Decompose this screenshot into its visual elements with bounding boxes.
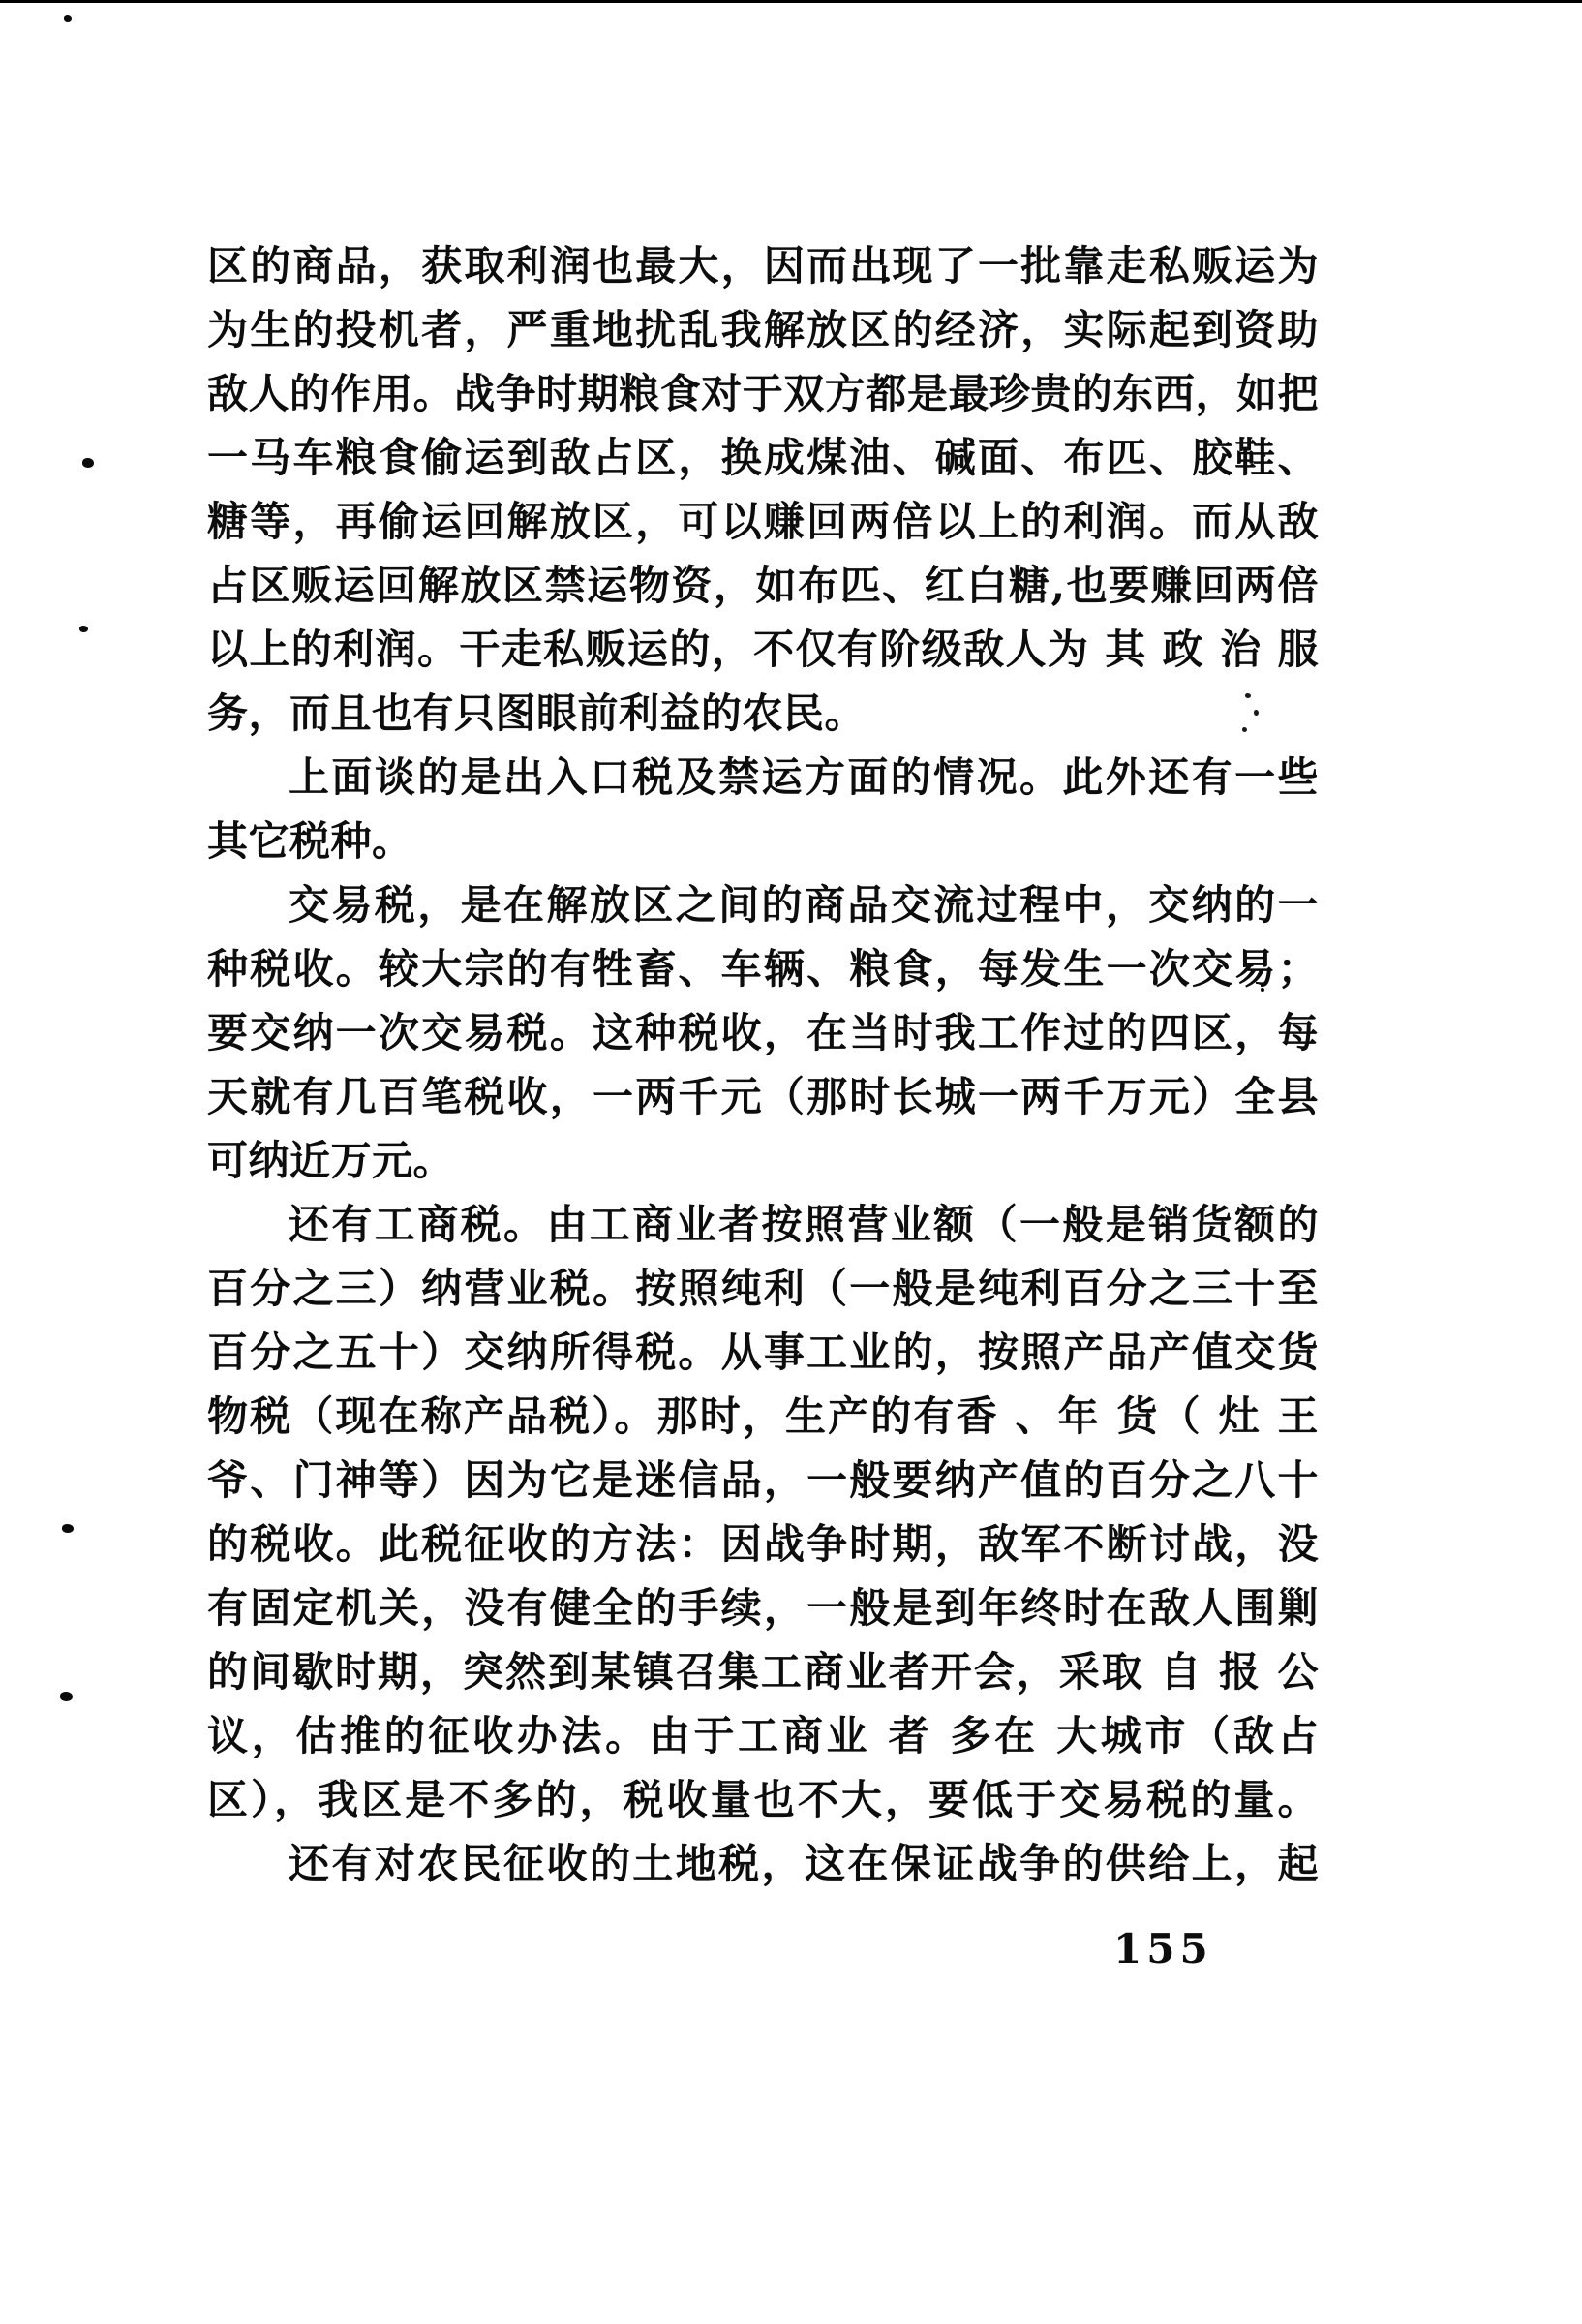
text-line: 交易税，是在解放区之间的商品交流过程中，交纳的一 xyxy=(289,881,1319,929)
text-line: 其它税种。 xyxy=(207,817,413,865)
text-line: 百分之三）纳营业税。按照纯利（一般是纯利百分之三十至 xyxy=(207,1265,1319,1312)
scan-speck xyxy=(79,626,88,632)
page-number: 155 xyxy=(1113,1925,1213,1972)
text-line: 百分之五十）交纳所得税。从事工业的，按照产品产值交货 xyxy=(207,1329,1319,1376)
text-line: 的间歇时期，突然到某镇召集工商业者开会，采取 自 报 公 xyxy=(207,1648,1319,1696)
text-line: 上面谈的是出入口税及禁运方面的情况。此外还有一些 xyxy=(289,753,1319,801)
text-line: 为生的投机者，严重地扰乱我解放区的经济，实际起到资助 xyxy=(207,306,1319,353)
scan-edge-line xyxy=(0,0,1582,3)
scan-speck xyxy=(82,458,94,468)
text-line: 爷、门神等）因为它是迷信品，一般要纳产值的百分之八十 xyxy=(207,1456,1319,1504)
text-line: 物税（现在称产品税）。那时，生产的有香 、年 货（ 灶 王 xyxy=(207,1392,1319,1440)
text-line: 以上的利润。干走私贩运的，不仅有阶级敌人为 其 政 治 服 xyxy=(207,626,1319,673)
text-line: 占区贩运回解放区禁运物资，如布匹、红白糖,也要赚回两倍 xyxy=(207,562,1319,609)
text-line: 可纳近万元。 xyxy=(207,1137,455,1184)
text-line: 一马车粮食偷运到敌占区，换成煤油、碱面、布匹、胶鞋、 xyxy=(207,434,1319,481)
text-line: 还有对农民征收的土地税，这在保证战争的供给上，起 xyxy=(289,1840,1319,1887)
text-line: 种税收。较大宗的有牲畜、车辆、粮食，每发生一次交易； xyxy=(207,945,1319,993)
text-line: 糖等，再偷运回解放区，可以赚回两倍以上的利润。而从敌 xyxy=(207,498,1319,545)
text-line: 要交纳一次交易税。这种税收，在当时我工作过的四区，每 xyxy=(207,1009,1319,1056)
text-line: 议，估推的征收办法。由于工商业 者 多在 大城市（敌占 xyxy=(207,1712,1319,1759)
text-line: 务，而且也有只图眼前利益的农民。 xyxy=(207,689,867,737)
scan-speck xyxy=(62,1524,74,1533)
text-line: 还有工商税。由工商业者按照营业额（一般是销货额的 xyxy=(289,1201,1319,1248)
text-line: 敌人的作用。战争时期粮食对于双方都是最珍贵的东西，如把 xyxy=(207,370,1319,417)
scan-speck xyxy=(60,1692,73,1701)
text-line: 天就有几百笔税收，一两千元（那时长城一两千万元）全县 xyxy=(207,1073,1319,1120)
body-text xyxy=(207,234,1319,1896)
text-line: 有固定机关，没有健全的手续，一般是到年终时在敌人围剿 xyxy=(207,1584,1319,1632)
text-line: 的税收。此税征收的方法：因战争时期，敌军不断讨战，没 xyxy=(207,1520,1319,1568)
text-line: 区），我区是不多的，税收量也不大，要低于交易税的量。 xyxy=(207,1776,1319,1823)
scan-speck xyxy=(64,15,72,22)
text-line: 区的商品，获取利润也最大，因而出现了一批靠走私贩运为 xyxy=(207,242,1319,290)
